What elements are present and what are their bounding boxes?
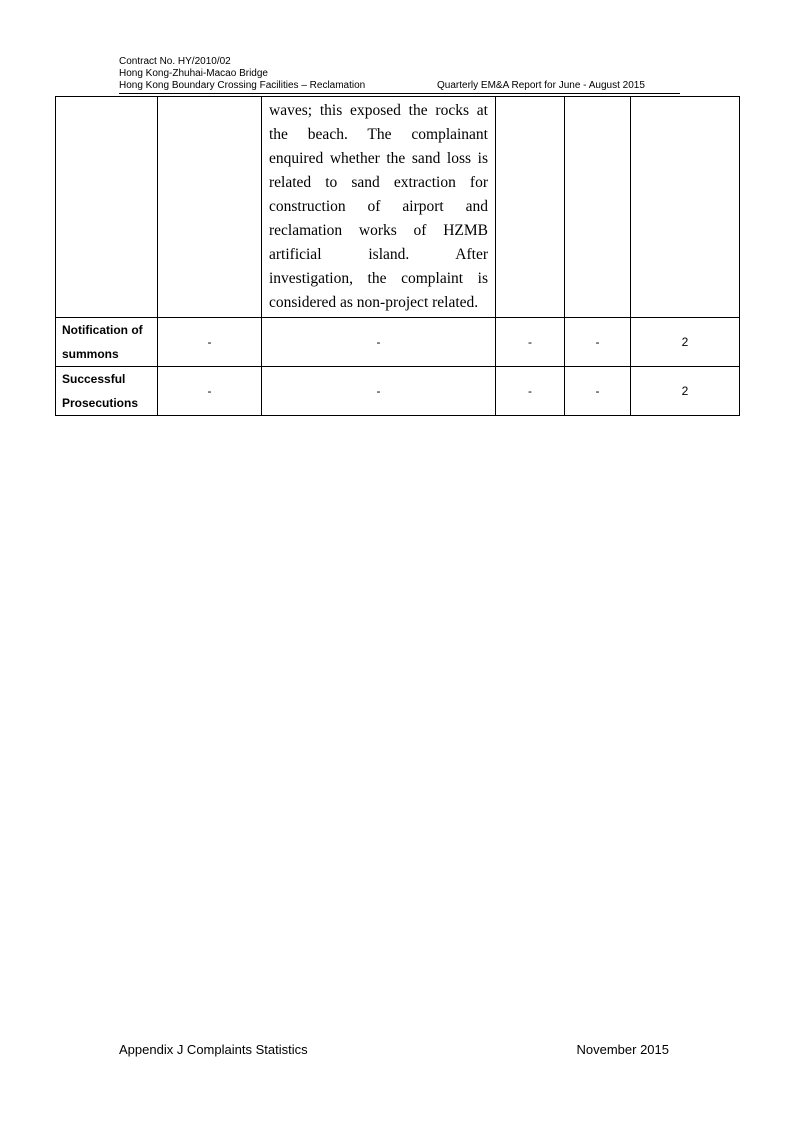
row-label-line: Successful <box>62 372 126 386</box>
description-line: considered as non-project related. <box>269 294 479 311</box>
table-cell: 2 <box>631 318 740 367</box>
description-line: the beach. The complainant <box>269 126 488 143</box>
header-line-3 <box>119 80 680 94</box>
table-cell <box>496 97 565 318</box>
table-row <box>56 318 740 367</box>
row-label-line: summons <box>62 347 119 361</box>
description-line: reclamation works of HZMB <box>269 222 488 239</box>
complaints-statistics-table <box>55 96 740 416</box>
report-date: November 2015 <box>576 1042 669 1057</box>
row-label <box>56 367 158 416</box>
row-label-line: Prosecutions <box>62 396 139 410</box>
table-cell: 2 <box>631 367 740 416</box>
description-line: artificial island. After <box>269 246 488 263</box>
description-line: waves; this exposed the rocks at <box>269 102 488 119</box>
table-cell <box>631 97 740 318</box>
table-cell: - <box>496 318 565 367</box>
table-cell: - <box>496 367 565 416</box>
description-line: investigation, the complaint is <box>269 270 488 287</box>
table-cell: - <box>262 367 496 416</box>
complaint-description <box>262 97 496 318</box>
table-cell: - <box>565 318 631 367</box>
table-row <box>56 97 740 318</box>
table-cell <box>56 97 158 318</box>
description-line: construction of airport and <box>269 198 488 215</box>
table-cell: - <box>262 318 496 367</box>
table-cell <box>565 97 631 318</box>
table-cell: - <box>158 318 262 367</box>
report-title: Quarterly EM&A Report for June - August 2015 <box>437 80 645 91</box>
description-line: enquired whether the sand loss is <box>269 150 488 167</box>
table-cell: - <box>158 367 262 416</box>
table-cell <box>158 97 262 318</box>
facility-name: Hong Kong Boundary Crossing Facilities – Reclamation <box>119 80 366 91</box>
project-name: Hong Kong-Zhuhai-Macao Bridge <box>119 68 268 79</box>
table-cell: - <box>565 367 631 416</box>
page-header <box>119 56 680 94</box>
appendix-title: Appendix J Complaints Statistics <box>119 1042 308 1057</box>
contract-number: Contract No. HY/2010/02 <box>119 56 231 67</box>
description-line: related to sand extraction for <box>269 174 488 191</box>
table-row <box>56 367 740 416</box>
row-label-line: Notification of <box>62 323 143 337</box>
page-footer <box>119 1042 669 1058</box>
row-label <box>56 318 158 367</box>
